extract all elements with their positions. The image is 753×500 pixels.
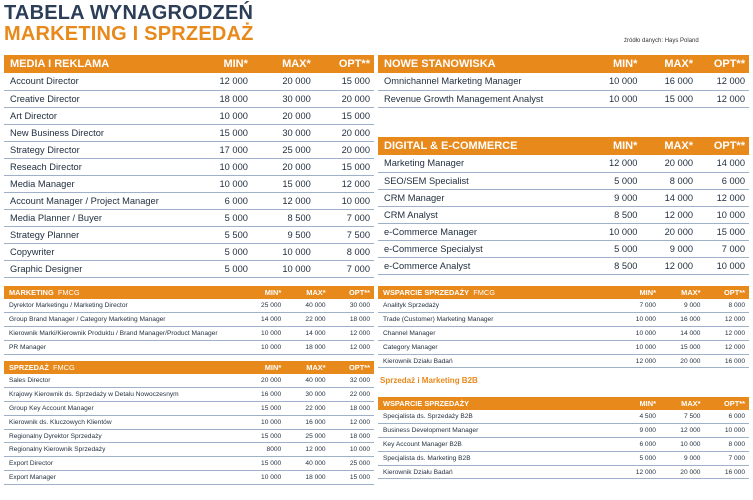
salary-max: 20 000	[660, 354, 705, 368]
salary-opt: 7 000	[704, 451, 749, 465]
table-row	[4, 209, 374, 226]
table-row	[4, 124, 374, 141]
salary-table	[378, 286, 749, 368]
salary-max: 20 000	[252, 73, 315, 90]
table-row	[378, 90, 749, 107]
salary-min: 9 000	[615, 424, 660, 438]
salary-min: 10 000	[189, 158, 252, 175]
b2b-section-heading: Sprzedaż i Marketing B2B	[380, 376, 478, 385]
position-name: Export Director	[4, 457, 241, 471]
salary-min: 10 000	[241, 327, 285, 341]
table-row	[378, 206, 749, 223]
salary-max: 7 500	[660, 410, 705, 424]
salary-min: 10 000	[615, 313, 660, 327]
table-row	[378, 73, 749, 90]
salary-opt: 12 000	[330, 415, 374, 429]
table-row	[378, 451, 749, 465]
salary-max: 12 000	[252, 192, 315, 209]
position-name: Group Key Account Manager	[4, 402, 241, 416]
column-header-max: MAX*	[285, 286, 329, 299]
table-header-row	[4, 286, 374, 299]
salary-max: 25 000	[252, 141, 315, 158]
column-header-opt: OPT**	[697, 137, 749, 155]
salary-max: 10 000	[252, 260, 315, 277]
table-sprzedaz-fmcg	[4, 361, 374, 485]
salary-table	[4, 361, 374, 485]
source-note: źródło danych: Hays Poland	[624, 38, 699, 44]
salary-max: 16 000	[641, 73, 697, 90]
salary-opt: 16 000	[704, 354, 749, 368]
salary-min: 9 000	[589, 189, 641, 206]
salary-max: 16 000	[285, 415, 329, 429]
position-name: Analityk Sprzedaży	[378, 299, 615, 313]
table-header-row	[4, 361, 374, 374]
salary-opt: 8 000	[315, 243, 374, 260]
table-section-title	[4, 55, 189, 73]
salary-min: 5 000	[615, 451, 660, 465]
column-header-opt: OPT**	[330, 361, 374, 374]
table-row	[4, 457, 374, 471]
position-name: Reseach Director	[4, 158, 189, 175]
salary-min: 5 000	[189, 243, 252, 260]
table-row	[378, 465, 749, 479]
column-header-max: MAX*	[641, 55, 697, 73]
salary-opt: 15 000	[697, 223, 749, 240]
salary-max: 9 000	[660, 299, 705, 313]
table-row	[4, 340, 374, 354]
salary-min: 16 000	[241, 388, 285, 402]
salary-max: 9 500	[252, 226, 315, 243]
table-row	[4, 192, 374, 209]
position-name: Media Planner / Buyer	[4, 209, 189, 226]
section-title-text: WSPARCIE SPRZEDAŻY	[383, 399, 470, 408]
position-name: Business Development Manager	[378, 424, 615, 438]
salary-max: 22 000	[285, 402, 329, 416]
table-header-row	[378, 55, 749, 73]
table-row	[4, 158, 374, 175]
salary-min: 12 000	[615, 354, 660, 368]
salary-min: 8000	[241, 443, 285, 457]
salary-min: 6 000	[615, 438, 660, 452]
table-wsparcie-fmcg	[378, 286, 749, 368]
section-title-text: MARKETING	[9, 288, 54, 297]
table-row	[378, 340, 749, 354]
salary-opt: 10 000	[697, 257, 749, 274]
position-name: Kierownik Marki/Kierownik Produktu / Brand Manager/Product Manager	[4, 327, 241, 341]
salary-max: 30 000	[252, 90, 315, 107]
salary-min: 15 000	[241, 402, 285, 416]
position-name: Regionalny Dyrektor Sprzedaży	[4, 429, 241, 443]
salary-opt: 10 000	[697, 206, 749, 223]
salary-max: 30 000	[252, 124, 315, 141]
position-name: Kierownik ds. Kluczowych Klientów	[4, 415, 241, 429]
salary-max: 12 000	[641, 206, 697, 223]
column-header-max: MAX*	[252, 55, 315, 73]
salary-max: 12 000	[285, 443, 329, 457]
table-row	[4, 429, 374, 443]
salary-opt: 12 000	[704, 340, 749, 354]
position-name: Channel Manager	[378, 327, 615, 341]
position-name: CRM Manager	[378, 189, 589, 206]
position-name: Copywriter	[4, 243, 189, 260]
position-name: e-Commerce Specialyst	[378, 240, 589, 257]
position-name: Specjalista ds. Sprzedaży B2B	[378, 410, 615, 424]
salary-max: 9 000	[660, 451, 705, 465]
salary-opt: 10 000	[330, 443, 374, 457]
salary-min: 10 000	[589, 73, 641, 90]
salary-opt: 15 000	[315, 107, 374, 124]
section-title-text: DIGITAL & E-COMMERCE	[384, 140, 518, 152]
table-row	[378, 354, 749, 368]
salary-min: 17 000	[189, 141, 252, 158]
salary-opt: 10 000	[315, 192, 374, 209]
salary-min: 15 000	[241, 457, 285, 471]
position-name: e-Commerce Analyst	[378, 257, 589, 274]
column-header-min: MIN*	[241, 286, 285, 299]
salary-opt: 30 000	[330, 299, 374, 313]
salary-min: 8 500	[589, 257, 641, 274]
column-header-opt: OPT**	[330, 286, 374, 299]
position-name: Revenue Growth Management Analyst	[378, 90, 589, 107]
position-name: Sales Director	[4, 374, 241, 388]
salary-opt: 7 000	[315, 260, 374, 277]
salary-opt: 18 000	[330, 429, 374, 443]
position-name: Regionalny Kierownik Sprzedaży	[4, 443, 241, 457]
salary-opt: 20 000	[315, 141, 374, 158]
position-name: SEO/SEM Specialist	[378, 172, 589, 189]
salary-min: 7 000	[615, 299, 660, 313]
salary-opt: 20 000	[315, 90, 374, 107]
table-row	[4, 471, 374, 485]
section-title-text: WSPARCIE SPRZEDAŻY	[383, 288, 470, 297]
position-name: Account Director	[4, 73, 189, 90]
table-section-title	[378, 397, 615, 410]
column-header-opt: OPT**	[704, 397, 749, 410]
position-name: PR Manager	[4, 340, 241, 354]
salary-max: 22 000	[285, 313, 329, 327]
table-row	[378, 313, 749, 327]
salary-opt: 12 000	[697, 189, 749, 206]
salary-max: 14 000	[285, 327, 329, 341]
section-title-text: SPRZEDAŻ	[9, 363, 49, 372]
salary-opt: 12 000	[704, 313, 749, 327]
salary-opt: 16 000	[704, 465, 749, 479]
salary-opt: 12 000	[330, 340, 374, 354]
salary-opt: 8 000	[704, 438, 749, 452]
table-row	[4, 415, 374, 429]
salary-min: 8 500	[589, 206, 641, 223]
column-header-max: MAX*	[641, 137, 697, 155]
table-section-title	[378, 55, 589, 73]
salary-max: 16 000	[660, 313, 705, 327]
column-header-min: MIN*	[589, 55, 641, 73]
salary-min: 18 000	[189, 90, 252, 107]
position-name: Strategy Planner	[4, 226, 189, 243]
salary-min: 5 500	[189, 226, 252, 243]
salary-opt: 6 000	[704, 410, 749, 424]
salary-min: 10 000	[589, 90, 641, 107]
column-header-min: MIN*	[589, 137, 641, 155]
salary-opt: 12 000	[330, 327, 374, 341]
table-digital-ecommerce	[378, 137, 749, 275]
salary-opt: 15 000	[315, 158, 374, 175]
column-header-opt: OPT**	[704, 286, 749, 299]
salary-table	[378, 137, 749, 275]
table-row	[4, 243, 374, 260]
salary-max: 14 000	[660, 327, 705, 341]
salary-min: 10 000	[241, 415, 285, 429]
salary-opt: 32 000	[330, 374, 374, 388]
salary-opt: 7 000	[697, 240, 749, 257]
position-name: Export Manager	[4, 471, 241, 485]
table-row	[4, 299, 374, 313]
salary-max: 40 000	[285, 299, 329, 313]
table-row	[4, 90, 374, 107]
position-name: Strategy Director	[4, 141, 189, 158]
table-row	[378, 155, 749, 172]
position-name: Specjalista ds. Marketing B2B	[378, 451, 615, 465]
column-header-opt: OPT**	[315, 55, 374, 73]
column-header-min: MIN*	[189, 55, 252, 73]
salary-min: 6 000	[189, 192, 252, 209]
salary-opt: 8 000	[704, 299, 749, 313]
table-marketing-fmcg	[4, 286, 374, 355]
table-section-title	[4, 286, 241, 299]
salary-min: 25 000	[241, 299, 285, 313]
table-row	[4, 443, 374, 457]
section-subtitle-text: FMCG	[473, 288, 495, 297]
salary-max: 30 000	[285, 388, 329, 402]
table-row	[4, 107, 374, 124]
salary-opt: 15 000	[315, 73, 374, 90]
table-header-row	[4, 55, 374, 73]
salary-opt: 7 500	[315, 226, 374, 243]
table-row	[4, 175, 374, 192]
position-name: Account Manager / Project Manager	[4, 192, 189, 209]
salary-opt: 12 000	[697, 90, 749, 107]
salary-table	[378, 397, 749, 479]
salary-min: 12 000	[589, 155, 641, 172]
salary-opt: 10 000	[704, 424, 749, 438]
table-header-row	[378, 286, 749, 299]
salary-min: 14 000	[241, 313, 285, 327]
table-row	[378, 424, 749, 438]
column-header-min: MIN*	[615, 286, 660, 299]
salary-min: 15 000	[189, 124, 252, 141]
salary-table	[378, 55, 749, 108]
salary-max: 9 000	[641, 240, 697, 257]
page-subtitle: MARKETING I SPRZEDAŻ	[4, 23, 254, 45]
salary-max: 40 000	[285, 457, 329, 471]
salary-max: 20 000	[252, 158, 315, 175]
salary-opt: 12 000	[315, 175, 374, 192]
position-name: Key Account Manager B2B	[378, 438, 615, 452]
position-name: Creative Director	[4, 90, 189, 107]
position-name: e-Commerce Manager	[378, 223, 589, 240]
table-row	[378, 299, 749, 313]
table-row	[4, 226, 374, 243]
salary-max: 10 000	[660, 438, 705, 452]
salary-min: 5 000	[189, 209, 252, 226]
salary-min: 10 000	[615, 340, 660, 354]
section-subtitle-text: FMCG	[52, 363, 75, 372]
salary-opt: 6 000	[697, 172, 749, 189]
salary-max: 20 000	[641, 155, 697, 172]
table-row	[4, 374, 374, 388]
salary-min: 5 000	[589, 240, 641, 257]
salary-max: 25 000	[285, 429, 329, 443]
salary-opt: 12 000	[704, 327, 749, 341]
salary-max: 8 000	[641, 172, 697, 189]
table-row	[378, 223, 749, 240]
table-section-title	[378, 286, 615, 299]
salary-max: 15 000	[641, 90, 697, 107]
table-row	[378, 327, 749, 341]
salary-min: 10 000	[241, 471, 285, 485]
position-name: Group Brand Manager / Category Marketing Manager	[4, 313, 241, 327]
salary-opt: 20 000	[315, 124, 374, 141]
position-name: Trade (Customer) Marketing Manager	[378, 313, 615, 327]
table-header-row	[378, 397, 749, 410]
salary-opt: 7 000	[315, 209, 374, 226]
table-row	[4, 141, 374, 158]
salary-opt: 15 000	[330, 471, 374, 485]
salary-min: 4 500	[615, 410, 660, 424]
table-media-reklama	[4, 55, 374, 278]
section-title-text: MEDIA I REKLAMA	[10, 58, 110, 70]
salary-max: 8 500	[252, 209, 315, 226]
salary-max: 20 000	[660, 465, 705, 479]
table-row	[378, 172, 749, 189]
salary-min: 15 000	[241, 429, 285, 443]
salary-table	[4, 286, 374, 355]
page-title: TABELA WYNAGRODZEŃ	[4, 2, 254, 24]
salary-opt: 22 000	[330, 388, 374, 402]
salary-max: 20 000	[641, 223, 697, 240]
table-row	[378, 257, 749, 274]
position-name: Omnichannel Marketing Manager	[378, 73, 589, 90]
table-row	[4, 327, 374, 341]
salary-opt: 12 000	[697, 73, 749, 90]
salary-opt: 18 000	[330, 402, 374, 416]
column-header-min: MIN*	[241, 361, 285, 374]
position-name: Marketing Manager	[378, 155, 589, 172]
salary-max: 12 000	[660, 424, 705, 438]
column-header-max: MAX*	[660, 286, 705, 299]
salary-max: 12 000	[641, 257, 697, 274]
salary-min: 10 000	[189, 107, 252, 124]
position-name: CRM Analyst	[378, 206, 589, 223]
salary-min: 10 000	[615, 327, 660, 341]
table-row	[378, 240, 749, 257]
table-row	[4, 388, 374, 402]
table-header-row	[378, 137, 749, 155]
salary-min: 12 000	[615, 465, 660, 479]
salary-max: 10 000	[252, 243, 315, 260]
salary-max: 40 000	[285, 374, 329, 388]
column-header-max: MAX*	[285, 361, 329, 374]
salary-max: 20 000	[252, 107, 315, 124]
section-subtitle-text: FMCG	[57, 288, 80, 297]
table-row	[4, 73, 374, 90]
table-section-title	[4, 361, 241, 374]
salary-max: 18 000	[285, 340, 329, 354]
table-row	[4, 260, 374, 277]
salary-min: 20 000	[241, 374, 285, 388]
table-row	[4, 402, 374, 416]
position-name: Art Director	[4, 107, 189, 124]
salary-max: 18 000	[285, 471, 329, 485]
table-row	[4, 313, 374, 327]
position-name: Dyrektor Marketingu / Marketing Director	[4, 299, 241, 313]
salary-opt: 14 000	[697, 155, 749, 172]
salary-max: 15 000	[660, 340, 705, 354]
salary-max: 14 000	[641, 189, 697, 206]
position-name: New Business Director	[4, 124, 189, 141]
table-section-title	[378, 137, 589, 155]
column-header-max: MAX*	[660, 397, 705, 410]
column-header-min: MIN*	[615, 397, 660, 410]
position-name: Category Manager	[378, 340, 615, 354]
position-name: Media Manager	[4, 175, 189, 192]
table-row	[378, 410, 749, 424]
salary-min: 10 000	[589, 223, 641, 240]
position-name: Kierownik Działu Badań	[378, 354, 615, 368]
table-row	[378, 189, 749, 206]
salary-table	[4, 55, 374, 278]
position-name: Kierownik Działu Badań	[378, 465, 615, 479]
salary-min: 10 000	[241, 340, 285, 354]
position-name: Graphic Designer	[4, 260, 189, 277]
salary-min: 12 000	[189, 73, 252, 90]
column-header-opt: OPT**	[697, 55, 749, 73]
table-nowe-stanowiska	[378, 55, 749, 108]
salary-min: 5 000	[589, 172, 641, 189]
table-wsparcie-b2b	[378, 397, 749, 479]
salary-min: 10 000	[189, 175, 252, 192]
position-name: Krajowy Kierownik ds. Sprzedaży w Detalu Nowoczesnym	[4, 388, 241, 402]
salary-opt: 25 000	[330, 457, 374, 471]
table-row	[378, 438, 749, 452]
salary-opt: 18 000	[330, 313, 374, 327]
section-title-text: NOWE STANOWISKA	[384, 58, 496, 70]
salary-max: 15 000	[252, 175, 315, 192]
salary-min: 5 000	[189, 260, 252, 277]
